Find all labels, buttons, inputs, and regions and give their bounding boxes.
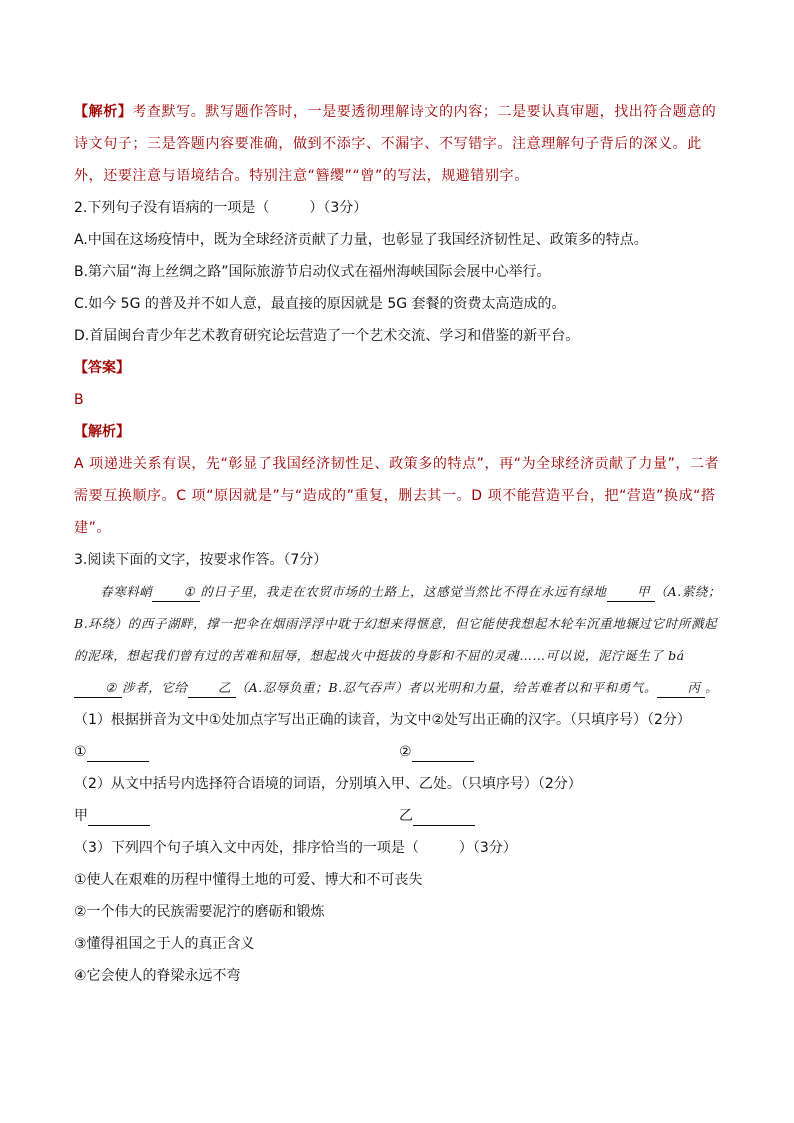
sub-question-1-answers: ① ② xyxy=(74,736,724,768)
question-2-stem: 2.下列句子没有语病的一项是（ ）（3分） xyxy=(74,200,368,216)
sentence-1: ①使人在艰难的历程中懂得土地的可爱、博大和不可丧失 xyxy=(74,872,423,888)
sentence-4: ④它会使人的脊梁永远不弯 xyxy=(74,968,241,984)
analysis-text-2: A 项递进关系有误，先“彰显了我国经济韧性足、政策多的特点”，再“为全球经济贡献了力量”，二者需要互换顺序。C 项“原因就是”与“造成的”重复，删去其一。D 项不能营造平台，把“营造”换成“搭建”。 xyxy=(74,456,720,536)
blank-bing[interactable]: 丙 xyxy=(657,679,705,698)
analysis-text: 考查默写。默写题作答时，一是要透彻理解诗文的内容；二是要认真审题，找出符合题意的诗文句子；三是答题内容要准确，做到不添字、不漏字、不写错字。注意理解句子背后的深义。此外，还要注意与语境结合。特别注意“簪缨”“曾”的写法，规避错别字。 xyxy=(74,104,717,184)
blank-1[interactable]: ① xyxy=(152,583,200,602)
option-a: A.中国在这场疫情中，既为全球经济贡献了力量，也彰显了我国经济韧性足、政策多的特点。 xyxy=(74,232,648,248)
analysis-tag-2: 【解析】 xyxy=(74,424,130,440)
question-3-stem: 3.阅读下面的文字，按要求作答。（7分） xyxy=(74,552,328,568)
option-c: C.如今 5G 的普及并不如人意，最直接的原因就是 5G 套餐的资费太高造成的。 xyxy=(74,296,566,312)
option-d: D.首届闽台青少年艺术教育研究论坛营造了一个艺术交流、学习和借鉴的新平台。 xyxy=(74,328,580,344)
blank-jia[interactable]: 甲 xyxy=(607,583,655,602)
document-page xyxy=(74,96,724,992)
sub-question-2: （2）从文中括号内选择符合语境的词语，分别填入甲、乙处。（只填序号）（2分） xyxy=(74,776,582,792)
sub-question-3: （3）下列四个句子填入文中丙处，排序恰当的一项是（ ）（3分） xyxy=(74,840,517,856)
blank-yi[interactable]: 乙 xyxy=(188,679,236,698)
answer-value: B xyxy=(74,392,84,408)
sub-question-1: （1）根据拼音为文中①处加点字写出正确的读音，为文中②处写出正确的汉字。（只填序号）（2分） xyxy=(74,712,691,728)
analysis-paragraph xyxy=(74,96,724,192)
answer-line-2[interactable] xyxy=(412,743,474,762)
sentence-2: ②一个伟大的民族需要泥泞的磨砺和锻炼 xyxy=(74,904,325,920)
answer-line-1[interactable] xyxy=(87,743,149,762)
answer-tag: 【答案】 xyxy=(74,360,130,376)
answer-line-jia[interactable] xyxy=(88,807,150,826)
sub-question-2-answers: 甲 乙 xyxy=(74,800,724,832)
sentence-3: ③懂得祖国之于人的真正含义 xyxy=(74,936,255,952)
answer-line-yi[interactable] xyxy=(413,807,475,826)
blank-2[interactable]: ② xyxy=(74,679,122,698)
reading-passage: 春寒料峭 ① 的日子里，我走在农贸市场的土路上，这感觉当然比不得在永远有绿地 甲 （A.萦绕；B.环绕）的西子湖畔，撑一把伞在烟雨浮浮中耽于幻想来得惬意，但它能使我想起木轮车沉重地辗过它时所溅起的泥珠，想起我们曾有过的苦难和屈辱，想起战火中挺拔的身影和不屈的灵魂……可以说，泥泞诞生了 bá② 涉者，它给 乙 （A.忍辱负重；B.忍气吞声）者以光明和力量，给苦难者以和平和勇气。 丙 。 xyxy=(74,576,724,704)
option-b: B.第六届“海上丝绸之路”国际旅游节启动仪式在福州海峡国际会展中心举行。 xyxy=(74,264,551,280)
analysis-tag: 【解析】 xyxy=(74,104,133,120)
